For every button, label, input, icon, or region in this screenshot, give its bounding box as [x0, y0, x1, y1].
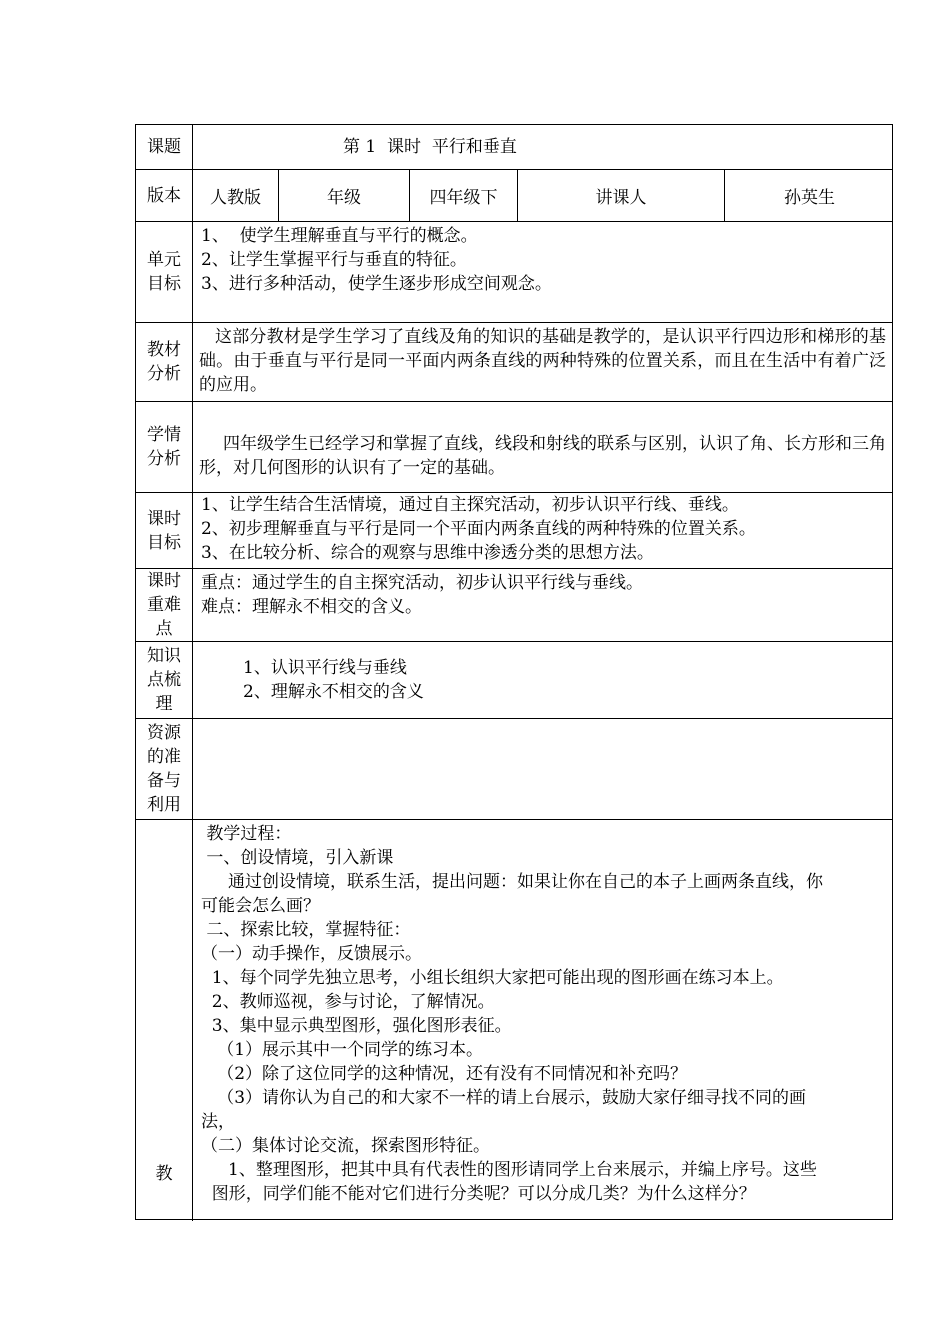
row-knowledge-points: [136, 642, 892, 719]
lesson-plan-table: [135, 124, 893, 1220]
teaching-content: [193, 820, 892, 1221]
label-student-analysis: 学情 分析: [136, 402, 193, 492]
row-student-analysis: [136, 402, 892, 493]
lesson-title: 第 1 课时 平行和垂直: [343, 137, 517, 157]
teaching-line: （2）除了这位同学的这种情况，还有没有不同情况和补充吗？: [201, 1064, 688, 1084]
unit-goal-3: 3、进行多种活动，使学生逐步形成空间观念。: [201, 274, 552, 294]
publisher-value: 人教版: [193, 170, 279, 221]
row-teaching-process: [136, 820, 892, 1221]
row-resources: [136, 719, 892, 820]
teaching-line: 图形，同学们能不能对它们进行分类呢？可以分成几类？为什么这样分？: [201, 1184, 756, 1204]
teaching-line: 1、整理图形，把其中具有代表性的图形请同学上台来展示，并编上序号。这些: [201, 1160, 817, 1180]
label-lesson-title: 课题: [136, 125, 193, 169]
label-resources: 资源 的准 备与 利用: [136, 719, 193, 819]
teaching-line: （一）动手操作，反馈展示。: [201, 944, 422, 964]
grade-label: 年级: [279, 170, 410, 221]
key-point: 重点：通过学生的自主探究活动，初步认识平行线与垂线。: [201, 573, 643, 593]
teaching-line: 法，: [201, 1112, 235, 1132]
teaching-line: 通过创设情境，联系生活，提出问题：如果让你在自己的本子上画两条直线，你: [201, 872, 824, 892]
material-analysis-text: 这部分教材是学生学习了直线及角的知识的基础是教学的，是认识平行四边形和梯形的基础。由于垂直与平行是同一平面内两条直线的两种特殊的位置关系，而且在生活中有着广泛的应用。: [199, 327, 886, 395]
unit-goal-1: 1、 使学生理解垂直与平行的概念。: [201, 226, 478, 246]
difficult-point: 难点：理解永不相交的含义。: [201, 597, 422, 617]
teaching-line: 可能会怎么画？: [201, 896, 320, 916]
teaching-line: 2、教师巡视，参与讨论，了解情况。: [201, 992, 495, 1012]
knowledge-point-2: 2、理解永不相交的含义: [243, 682, 424, 702]
row-version: [136, 170, 892, 222]
label-knowledge-points: 知识 点梳 理: [136, 642, 193, 718]
lesson-goal-3: 3、在比较分析、综合的观察与思维中渗透分类的思想方法。: [201, 543, 654, 563]
lesson-goal-1: 1、让学生结合生活情境，通过自主探究活动，初步认识平行线、垂线。: [201, 495, 739, 515]
row-unit-goals: [136, 222, 892, 323]
label-unit-goals: 单元 目标: [136, 222, 193, 322]
teaching-line: 二、探索比较，掌握特征：: [201, 920, 411, 940]
student-analysis-text: 四年级学生已经学习和掌握了直线，线段和射线的联系与区别，认识了角、长方形和三角形，对几何图形的认识有了一定的基础。: [199, 434, 886, 478]
teaching-line: （二）集体讨论交流，探索图形特征。: [201, 1136, 490, 1156]
teacher-label: 讲课人: [518, 170, 725, 221]
teaching-line: 3、集中显示典型图形，强化图形表征。: [201, 1016, 512, 1036]
teaching-line: （1）展示其中一个同学的练习本。: [201, 1040, 484, 1060]
label-lesson-goals: 课时 目标: [136, 493, 193, 568]
lesson-goal-2: 2、初步理解垂直与平行是同一个平面内两条直线的两种特殊的位置关系。: [201, 519, 756, 539]
knowledge-point-1: 1、认识平行线与垂线: [243, 658, 407, 678]
row-lesson-goals: [136, 493, 892, 569]
label-version: 版本: [136, 170, 193, 221]
label-key-points: 课时 重难 点: [136, 569, 193, 641]
teaching-line: 教学过程：: [201, 824, 292, 844]
teacher-name: 孙英生: [784, 188, 835, 208]
row-key-points: [136, 569, 892, 642]
resources-content: [193, 719, 892, 819]
teaching-line: 1、每个同学先独立思考，小组长组织大家把可能出现的图形画在练习本上。: [201, 968, 784, 988]
row-lesson-title: [136, 125, 892, 170]
unit-goal-2: 2、让学生掌握平行与垂直的特征。: [201, 250, 467, 270]
grade-value: 四年级下: [410, 170, 518, 221]
teaching-line: 一、创设情境，引入新课: [201, 848, 394, 868]
teaching-line: （3）请你认为自己的和大家不一样的请上台展示，鼓励大家仔细寻找不同的画: [201, 1088, 807, 1108]
row-material-analysis: [136, 323, 892, 402]
label-teaching: 教: [155, 1164, 173, 1184]
label-material-analysis: 教材 分析: [136, 323, 193, 401]
